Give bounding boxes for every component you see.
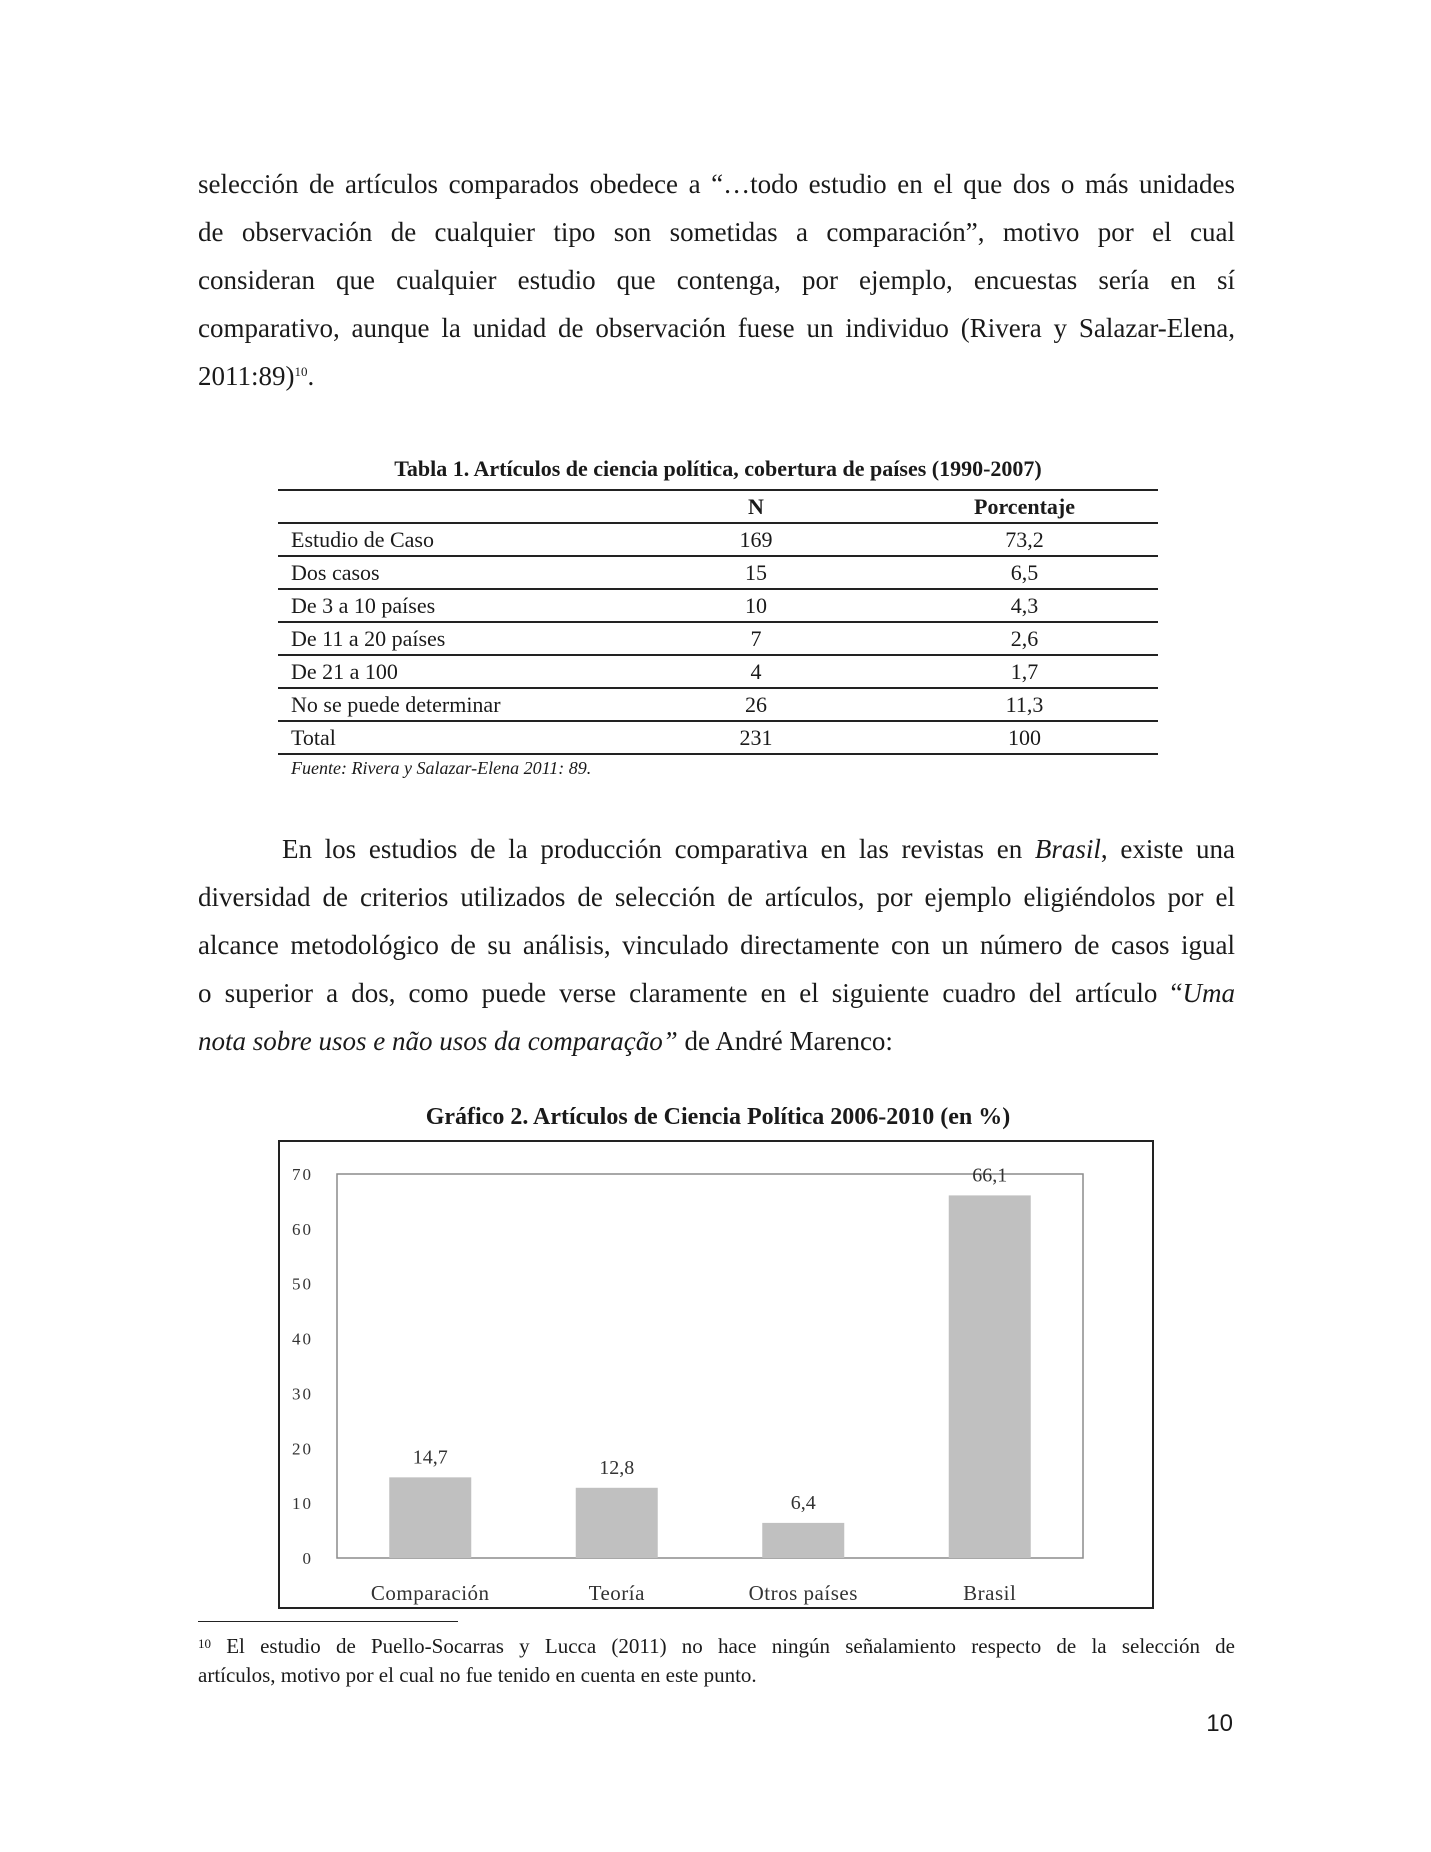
paragraph-line: consideran que cualquier estudio que contenga, por ejemplo, encuestas sería en sí (198, 265, 1235, 295)
paragraph-line: diversidad de criterios utilizados de selección de artículos, por ejemplo eligiéndolos por el (198, 882, 1235, 912)
table-cell-category: De 11 a 20 países (278, 622, 621, 655)
italic-text: Brasil (1034, 834, 1101, 864)
bar-value-label: 14,7 (412, 1446, 448, 1469)
paragraph-line: alcance metodológico de su análisis, vinculado directamente con un número de casos igual (198, 930, 1235, 960)
table-cell-percent: 1,7 (891, 655, 1158, 688)
table-cell-percent: 6,5 (891, 556, 1158, 589)
footnote-line (198, 1632, 1235, 1661)
table-cell-n: 15 (621, 556, 891, 589)
footnote-line: artículos, motivo por el cual no fue tenido en cuenta en este punto. (198, 1663, 757, 1687)
chart-title: Gráfico 2. Artículos de Ciencia Política 2006-2010 (en %) (425, 1104, 1011, 1130)
bar (389, 1477, 471, 1558)
table-header-percent: Porcentaje (891, 490, 1158, 523)
table-cell-category: Estudio de Caso (278, 523, 621, 556)
table-cell-n: 26 (621, 688, 891, 721)
y-tick-label: 60 (292, 1219, 313, 1239)
bar-chart (278, 1140, 1154, 1609)
table-header-n: N (621, 490, 891, 523)
table-row (278, 721, 1158, 754)
table-cell-n: 7 (621, 622, 891, 655)
table-cell-category: De 3 a 10 países (278, 589, 621, 622)
x-category-label: Comparación (370, 1581, 490, 1605)
body-paragraph-1 (198, 160, 1235, 400)
paragraph-line: selección de artículos comparados obedece a “…todo estudio en el que dos o más unidades (198, 169, 1235, 199)
table-cell-n: 169 (621, 523, 891, 556)
bar-value-label: 12,8 (599, 1456, 635, 1479)
footnote-reference[interactable]: 10 (294, 364, 308, 379)
y-tick-label: 10 (292, 1494, 313, 1514)
text-run: o superior a dos, como puede verse claramente en el siguiente cuadro del artículo “ (198, 978, 1183, 1008)
y-tick-label: 70 (292, 1165, 313, 1184)
italic-text: nota sobre usos e não usos da comparação” (198, 1026, 678, 1056)
footnote-number: 10 (198, 1636, 211, 1651)
text-run: En los estudios de la producción comparativa en las revistas en (282, 834, 1035, 864)
bar (762, 1523, 844, 1558)
bar (576, 1488, 658, 1558)
paragraph-line (198, 1017, 1235, 1065)
y-tick-label: 50 (292, 1274, 313, 1294)
table-row (278, 556, 1158, 589)
footnote-text: El estudio de Puello-Socarras y Lucca (2011) no hace ningún señalamiento respecto de la selección de (211, 1634, 1235, 1658)
y-tick-label: 30 (292, 1384, 313, 1404)
table-cell-n: 4 (621, 655, 891, 688)
table-cell-percent: 4,3 (891, 589, 1158, 622)
italic-text: Uma (1182, 978, 1235, 1008)
paragraph-line: de observación de cualquier tipo son sometidas a comparación”, motivo por el cual (198, 217, 1235, 247)
x-category-label: Otros países (748, 1581, 858, 1605)
table-cell-percent: 2,6 (891, 622, 1158, 655)
text-run: de André Marenco: (677, 1026, 893, 1056)
bar (949, 1195, 1031, 1558)
paragraph-line (198, 969, 1235, 1017)
coverage-table (278, 489, 1158, 755)
table-cell-percent: 73,2 (891, 523, 1158, 556)
text-run: , existe una (1100, 834, 1235, 864)
table-header-empty (278, 490, 621, 523)
paragraph-line: comparativo, aunque la unidad de observación fuese un individuo (Rivera y Salazar-Elena, (198, 313, 1235, 343)
paragraph-line (198, 352, 1235, 400)
sentence-end: . (307, 361, 315, 391)
citation-text: 2011:89) (198, 361, 295, 391)
table-row (278, 655, 1158, 688)
table-cell-percent: 100 (891, 721, 1158, 754)
bar-value-label: 6,4 (790, 1491, 816, 1514)
table-cell-category: De 21 a 100 (278, 655, 621, 688)
table-cell-percent: 11,3 (891, 688, 1158, 721)
y-tick-label: 40 (292, 1329, 313, 1349)
table-cell-n: 231 (621, 721, 891, 754)
y-tick-label: 0 (302, 1549, 313, 1568)
table-source: Fuente: Rivera y Salazar-Elena 2011: 89. (291, 758, 592, 778)
table-row (278, 622, 1158, 655)
footnote-divider (198, 1621, 458, 1622)
table-row (278, 589, 1158, 622)
footnote (198, 1632, 1235, 1690)
table-cell-category: No se puede determinar (278, 688, 621, 721)
table-header-row (278, 490, 1158, 523)
table-row (278, 688, 1158, 721)
x-category-label: Teoría (588, 1581, 645, 1605)
x-category-label: Brasil (963, 1581, 1017, 1605)
page-number: 10 (1206, 1710, 1233, 1737)
table-cell-category: Dos casos (278, 556, 621, 589)
bar-value-label: 66,1 (972, 1164, 1008, 1187)
table-row (278, 523, 1158, 556)
table-cell-n: 10 (621, 589, 891, 622)
table-cell-category: Total (278, 721, 621, 754)
y-tick-label: 20 (292, 1439, 313, 1459)
paragraph-line (198, 825, 1235, 873)
body-paragraph-2 (198, 825, 1235, 1065)
table-caption: Tabla 1. Artículos de ciencia política, cobertura de países (1990-2007) (394, 456, 1042, 481)
